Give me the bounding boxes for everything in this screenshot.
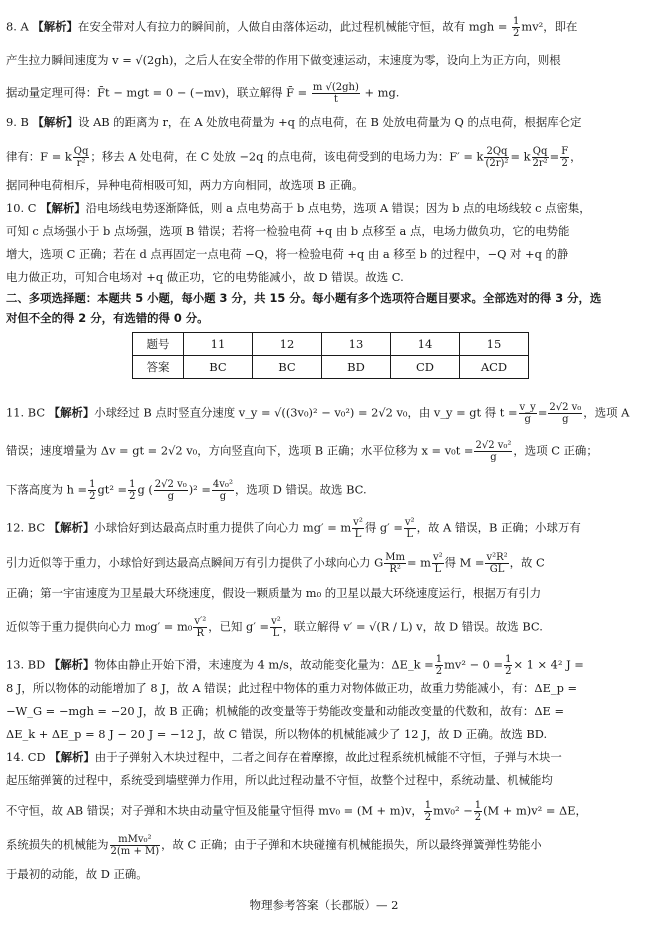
- q9-line-3: 据同种电荷相斥，异种电荷相吸可知，两力方向相同，故选项 B 正确。: [6, 178, 364, 192]
- fraction: $\frac{\text{v′²}}{R}$: [194, 616, 207, 639]
- q9-line-2: 律有：F = k $\frac{Qq}{\text{r²}}$ ；移去 A 处电荷，在 C 处放 −2q 的点电荷，该电荷受到的电场力为：F′ = k $\frac{2Qq}{\text{(2r)²}}$ = k $\frac{Qq}{\text{2r²}}$ = $\frac{F}{2}$ ，: [6, 146, 582, 169]
- fraction: $\frac{1}{2}$: [435, 654, 443, 677]
- answer-table: [132, 332, 529, 379]
- page-footer: 物理参考答案（长郡版）— 2: [249, 898, 399, 912]
- table-cell: BC: [184, 356, 253, 379]
- table-cell: ACD: [460, 356, 529, 379]
- fraction: $\frac{1}{2}$: [513, 16, 520, 39]
- fraction: $\frac{\text{v²}}{L}$: [404, 517, 415, 540]
- q13-line-1: 13. BD 【解析】物体由静止开始下滑，末速度为 4 m/s，故动能变化量为：ΔE_k = $\frac{1}{2}$ mv² − 0 = $\frac{1}{2}$ × 1 × 4² J =: [6, 654, 584, 677]
- q12-line-3: 正确；第一宇宙速度为卫星最大环绕速度，假设一颗质量为 m₀ 的卫星以最大环绕速度运行，根据万有引力: [6, 586, 542, 600]
- fraction: $\frac{1}{2}$: [505, 654, 512, 677]
- fraction: $\frac{\text{v²R²}}{GL}$: [486, 552, 508, 575]
- fraction: $\frac{Qq}{\text{2r²}}$: [532, 146, 548, 169]
- analysis-tag: 【解析】: [32, 115, 79, 129]
- fraction: $\frac{v\_y}{g}$: [519, 402, 536, 425]
- q14-line-4: 系统损失的机械能为 $\frac{\text{mMv₀²}}{2(m + M)}$ ，故 C 正确；由于子弹和木块碰撞有机械能损失，所以最终弹簧弹性势能小: [6, 834, 542, 857]
- analysis-tag: 【解析】: [32, 19, 78, 34]
- q14-line-1: 14. CD 【解析】由于子弹射入木块过程中，二者之间存在着摩擦，故此过程系统机械能不守恒，子弹与木块一: [6, 750, 562, 764]
- fraction: $\frac{Mm}{\text{R²}}$: [385, 552, 405, 575]
- fraction: $\frac{F}{2}$: [561, 146, 569, 169]
- q10-line-2: 可知 c 点场强小于 b 点场强，选项 B 错误；若将一检验电荷 +q 由 b 点移至 a 点，电场力做负功，它的电势能: [6, 224, 570, 238]
- fraction: $\frac{\text{v²}}{L}$: [353, 517, 363, 540]
- q13-line-4: ΔE_k + ΔE_p = 8 J − 20 J = −12 J，故 C 错误，所以物体的机械能减少了 12 J，故 D 正确。故选 BD.: [6, 727, 548, 741]
- q12-line-2: 引力近似等于重力，小球恰好到达最高点瞬间万有引力提供了小球向心力 G $\frac{Mm}{\text{R²}}$ = m $\frac{\text{v²}}{L}$ 得 M = $\frac{\text{v²R²}}{GL}$ ，故 C: [6, 552, 545, 575]
- q11-line-1: 11. BC 【解析】小球经过 B 点时竖直分速度 v_y = √((3v₀)² − v₀²) = 2√2 v₀，由 v_y = gt 得 t = $\frac{v\_y}{g}$ = $\frac{\text{2√2 v₀}}{g}$ ，选项 A: [6, 402, 630, 425]
- q8-line-2: 产生拉力瞬间速度为 v = √(2gh)，之后人在安全带的作用下做变速运动，末速度为零，设向上为正方向，则根: [6, 53, 561, 67]
- analysis-tag: 【解析】: [40, 201, 86, 215]
- table-cell: 15: [460, 333, 529, 356]
- fraction: $\frac{1}{2}$: [129, 479, 136, 502]
- fraction: $\frac{\text{4v₀²}}{g}$: [212, 479, 233, 502]
- q13-line-3: −W_G = −mgh = −20 J，故 B 正确；机械能的改变量等于势能改变量和动能改变量的代数和，故有：ΔE =: [6, 704, 565, 718]
- q12-line-1: 12. BC 【解析】小球恰好到达最高点时重力提供了向心力 mg′ = m $\frac{\text{v²}}{L}$ 得 g′ = $\frac{\text{v²}}{L}$ ，故 A 错误，B 正确；小球万有: [6, 517, 581, 540]
- analysis-tag: 【解析】: [48, 405, 95, 420]
- table-cell: 14: [391, 333, 460, 356]
- fraction: $\frac{Qq}{\text{r²}}$: [73, 146, 89, 169]
- fraction: $\frac{1}{2}$: [89, 479, 96, 502]
- fraction: $\frac{\text{2√2 v₀}}{g}$: [549, 402, 582, 425]
- analysis-tag: 【解析】: [48, 657, 95, 672]
- fraction: $\frac{1}{2}$: [474, 800, 482, 823]
- q12-line-4: 近似等于重力提供向心力 m₀g′ = m₀ $\frac{\text{v′²}}{R}$ ，已知 g′ = $\frac{\text{v²}}{L}$ ，联立解得 v′ = √(R / L) v，故 D 错误。故选 BC.: [6, 616, 543, 639]
- table-cell: BC: [253, 356, 322, 379]
- q10-line-1: 10. C 【解析】沿电场线电势逐渐降低，则 a 点电势高于 b 点电势，选项 A 错误；因为 b 点的电场线较 c 点密集，: [6, 201, 591, 215]
- q14-line-2: 起压缩弹簧的过程中，系统受到墙壁弹力作用，所以此过程动量不守恒，故整个过程中，系统动量、机械能均: [6, 773, 553, 787]
- analysis-tag: 【解析】: [49, 750, 95, 764]
- fraction: $\frac{\text{v²}}{L}$: [432, 552, 443, 575]
- fraction: $\frac{\text{v²}}{L}$: [271, 616, 281, 639]
- fraction: $\frac{1}{2}$: [424, 800, 432, 823]
- table-row: [133, 356, 529, 379]
- section-2-heading-cont: 对但不全的得 2 分，有选错的得 0 分。: [6, 311, 209, 325]
- section-2-heading: 二、多项选择题：本题共 5 小题，每小题 3 分，共 15 分。每小题有多个选项符合题目要求。全部选对的得 3 分，选: [6, 291, 602, 305]
- q8-line-3: 据动量定理可得：F̄t − mgt = 0 − (−mv)，联立解得 F̄ = $\frac{m √(2gh)}{t}$ + mg.: [6, 82, 400, 105]
- q9-line-1: 9. B 【解析】设 AB 的距离为 r，在 A 处放电荷量为 +q 的点电荷，在 B 处放电荷量为 Q 的点电荷，根据库仑定: [6, 115, 582, 129]
- q11-line-3: 下落高度为 h = $\frac{1}{2}$ gt² = $\frac{1}{2}$ g ( $\frac{\text{2√2 v₀}}{g}$ )² = $\frac{\text{4v₀²}}{g}$ ，选项 D 错误。故选 BC.: [6, 479, 367, 502]
- q10-line-3: 增大，选项 C 正确；若在 d 点再固定一点电荷 −Q，将一检验电荷 +q 由 a 移至 b 的过程中，−Q 对 +q 的静: [6, 247, 569, 261]
- table-row: [133, 333, 529, 356]
- fraction: $\frac{m √(2gh)}{t}$: [312, 82, 359, 105]
- fraction: $\frac{\text{2√2 v₀²}}{g}$: [475, 440, 512, 463]
- q14-line-5: 于最初的动能，故 D 正确。: [6, 867, 148, 881]
- fraction: $\frac{\text{2√2 v₀}}{g}$: [154, 479, 187, 502]
- q10-line-4: 电力做正功，可知合电场对 +q 做正功，它的电势能减小，故 D 错误。故选 C.: [6, 270, 404, 284]
- table-cell: 11: [184, 333, 253, 356]
- table-cell: 12: [253, 333, 322, 356]
- q13-line-2: 8 J，所以物体的动能增加了 8 J，故 A 错误；此过程中物体的重力对物体做正功，故重力势能减小，有：ΔE_p =: [6, 681, 578, 695]
- q8-line-1: 8. A 【解析】在安全带对人有拉力的瞬间前，人做自由落体运动，此过程机械能守恒，故有 mgh = $\frac{1}{2}$ mv²，即在: [6, 16, 578, 39]
- analysis-tag: 【解析】: [48, 520, 95, 535]
- table-cell: 13: [322, 333, 391, 356]
- table-header-cell: 题号: [133, 333, 184, 356]
- table-cell: CD: [391, 356, 460, 379]
- fraction: $\frac{2Qq}{\text{(2r)²}}$: [485, 146, 509, 169]
- table-cell: BD: [322, 356, 391, 379]
- table-header-cell: 答案: [133, 356, 184, 379]
- fraction: $\frac{\text{mMv₀²}}{2(m + M)}$: [110, 834, 160, 857]
- q14-line-3: 不守恒，故 AB 错误；对子弹和木块由动量守恒及能量守恒得 mv₀ = (M + m)v， $\frac{1}{2}$ mv₀² − $\frac{1}{2}$ (M + m)v² = ΔE，: [6, 800, 587, 823]
- q11-line-2: 错误；速度增量为 Δv = gt = 2√2 v₀，方向竖直向下，选项 B 正确；水平位移为 x = v₀t = $\frac{\text{2√2 v₀²}}{g}$ ，选项 C 正确；: [6, 440, 598, 463]
